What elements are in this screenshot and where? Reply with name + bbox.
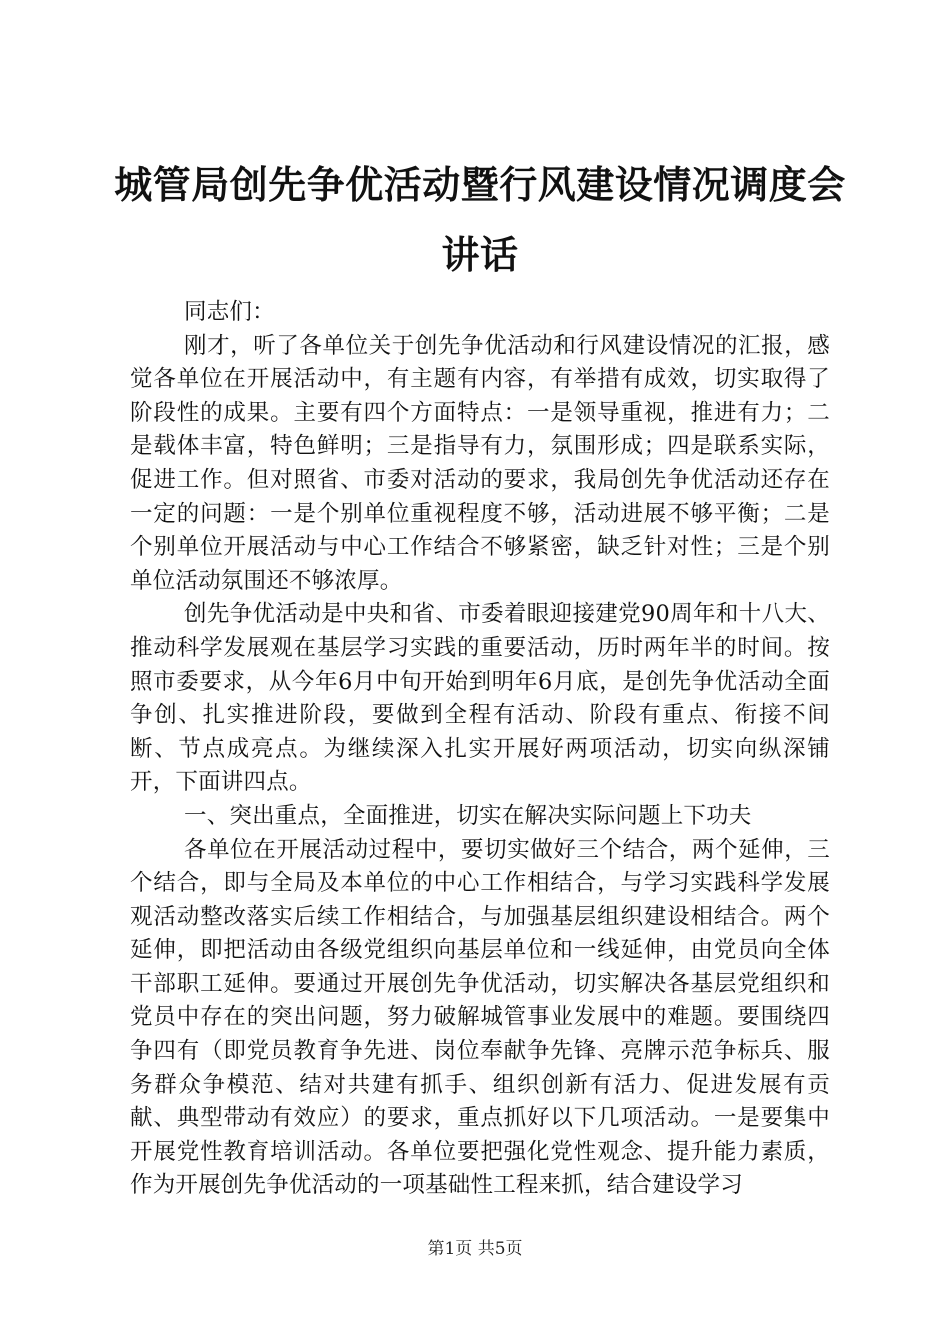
salutation: 同志们：	[184, 299, 275, 325]
document-title: 城管局创先争优活动暨行风建设情况调度会讲话	[114, 163, 846, 277]
page-footer: 第1页 共5页	[427, 1239, 523, 1259]
paragraph: 刚才，听了各单位关于创先争优活动和行风建设情况的汇报，感觉各单位在开展活动中，有主题有内容，有举措有成效，切实取得了阶段性的成果。主要有四个方面特点：一是领导重视，推进有力；二是载体丰富，特色鲜明；三是指导有力，氛围形成；四是联系实际，促进工作。但对照省、市委对活动的要求，我局创先争优活动还存在一定的问题：一是个别单位重视程度不够，活动进展不够平衡；二是个别单位开展活动与中心工作结合不够紧密，缺乏针对性；三是个别单位活动氛围还不够浓厚。	[130, 332, 830, 594]
paragraph: 各单位在开展活动过程中，要切实做好三个结合，两个延伸，三个结合，即与全局及本单位的中心工作相结合，与学习实践科学发展观活动整改落实后续工作相结合，与加强基层组织建设相结合。两个延伸，即把活动由各级党组织向基层单位和一线延伸，由党员向全体干部职工延伸。要通过开展创先争优活动，切实解决各基层党组织和党员中存在的突出问题，努力破解城管事业发展中的难题。要围绕四争四有（即党员教育争先进、岗位奉献争先锋、亮牌示范争标兵、服务群众争模范、结对共建有抓手、组织创新有活力、促进发展有贡献、典型带动有效应）的要求，重点抓好以下几项活动。一是要集中开展党性教育培训活动。各单位要把强化党性观念、提升能力素质，作为开展创先争优活动的一项基础性工程来抓，结合建设学习	[130, 836, 830, 1199]
paragraph: 创先争优活动是中央和省、市委着眼迎接建党90周年和十八大、推动科学发展观在基层学习实践的重要活动，历时两年半的时间。按照市委要求，从今年6月中旬开始到明年6月底，是创先争优活动全面争创、扎实推进阶段，要做到全程有活动、阶段有重点、衔接不间断、节点成亮点。为继续深入扎实开展好两项活动，切实向纵深铺开，下面讲四点。	[130, 601, 830, 796]
section-heading: 一、突出重点，全面推进，切实在解决实际问题上下功夫	[184, 802, 752, 829]
document-body	[130, 296, 830, 1203]
